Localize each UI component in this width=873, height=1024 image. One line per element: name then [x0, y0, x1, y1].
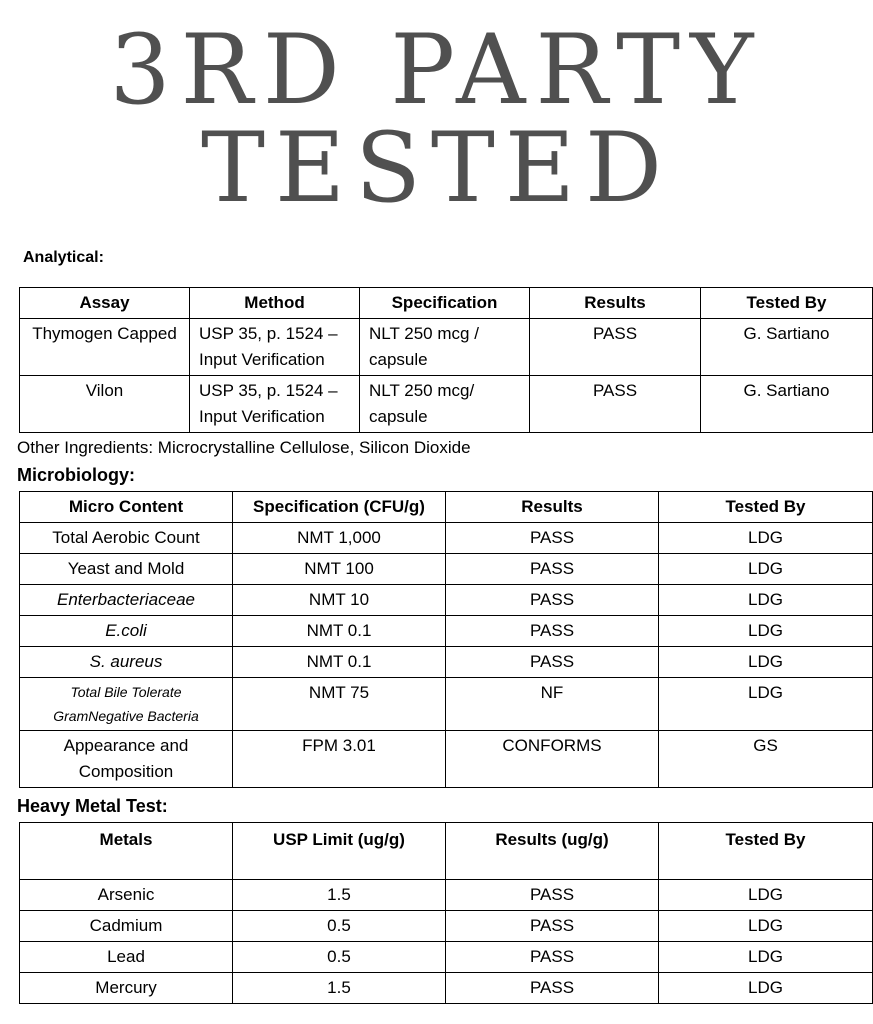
table-row [20, 376, 873, 433]
table-row [20, 731, 873, 788]
table-row [20, 319, 873, 376]
limit-cell: 0.5 [233, 942, 446, 973]
micro-content-line-2: GramNegative Bacteria [53, 708, 199, 724]
metal-cell: Cadmium [20, 911, 233, 942]
other-ingredients-note: Other Ingredients: Microcrystalline Cellulose, Silicon Dioxide [17, 438, 471, 457]
table-header-row [20, 288, 873, 319]
column-header-assay: Assay [20, 288, 190, 319]
specification-cell: NMT 0.1 [233, 647, 446, 678]
specification-cell: FPM 3.01 [233, 731, 446, 788]
specification-cell: NMT 100 [233, 554, 446, 585]
column-header-method: Method [190, 288, 360, 319]
specification-cell: NMT 10 [233, 585, 446, 616]
limit-cell: 1.5 [233, 880, 446, 911]
table-row [20, 973, 873, 1004]
tested-by-cell: LDG [659, 880, 873, 911]
headline-line-1: 3RD PARTY [109, 14, 764, 126]
method-cell: USP 35, p. 1524 – Input Verification [190, 319, 360, 376]
tested-by-cell: LDG [659, 585, 873, 616]
tested-by-cell: LDG [659, 554, 873, 585]
results-cell: PASS [446, 523, 659, 554]
tested-by-cell: LDG [659, 647, 873, 678]
results-cell: PASS [446, 554, 659, 585]
tested-by-cell: LDG [659, 942, 873, 973]
table-row [20, 554, 873, 585]
results-cell: PASS [446, 942, 659, 973]
specification-cell: NMT 1,000 [233, 523, 446, 554]
column-header-tested-by: Tested By [659, 492, 873, 523]
limit-cell: 0.5 [233, 911, 446, 942]
specification-cell: NMT 0.1 [233, 616, 446, 647]
column-header-results: Results [530, 288, 701, 319]
tested-by-cell: LDG [659, 973, 873, 1004]
results-cell: PASS [446, 973, 659, 1004]
specification-cell: NLT 250 mcg/ capsule [360, 376, 530, 433]
table-row [20, 647, 873, 678]
tested-by-cell: LDG [659, 616, 873, 647]
method-cell: USP 35, p. 1524 – Input Verification [190, 376, 360, 433]
results-cell: PASS [446, 911, 659, 942]
table-row [20, 678, 873, 731]
column-header-results: Results (ug/g) [446, 823, 659, 880]
analytical-table [19, 287, 873, 433]
column-header-micro-content: Micro Content [20, 492, 233, 523]
results-cell: PASS [446, 616, 659, 647]
column-header-specification: Specification (CFU/g) [233, 492, 446, 523]
column-header-specification: Specification [360, 288, 530, 319]
column-header-metals: Metals [20, 823, 233, 880]
analytical-section-label: Analytical: [23, 249, 104, 266]
results-cell: NF [446, 678, 659, 731]
tested-by-cell: LDG [659, 523, 873, 554]
assay-cell: Vilon [20, 376, 190, 433]
column-header-usp-limit: USP Limit (ug/g) [233, 823, 446, 880]
headline-line-2: TESTED [201, 112, 672, 224]
micro-content-cell: Enterbacteriaceae [20, 585, 233, 616]
specification-cell: NMT 75 [233, 678, 446, 731]
table-row [20, 911, 873, 942]
assay-cell: Thymogen Capped [20, 319, 190, 376]
heavy-metal-section-label: Heavy Metal Test: [17, 796, 168, 816]
micro-content-cell: Total Aerobic Count [20, 523, 233, 554]
table-header-row [20, 823, 873, 880]
results-cell: PASS [446, 647, 659, 678]
micro-content-cell: Yeast and Mold [20, 554, 233, 585]
micro-content-cell: Appearance and Composition [20, 731, 233, 788]
microbiology-section-label: Microbiology: [17, 465, 135, 485]
micro-content-line-1: Total Bile Tolerate [70, 684, 182, 700]
table-row [20, 880, 873, 911]
table-row [20, 942, 873, 973]
column-header-tested-by: Tested By [659, 823, 873, 880]
limit-cell: 1.5 [233, 973, 446, 1004]
results-cell: PASS [446, 880, 659, 911]
table-row [20, 616, 873, 647]
table-row [20, 585, 873, 616]
micro-content-cell [20, 678, 233, 731]
table-row [20, 523, 873, 554]
tested-by-cell: LDG [659, 911, 873, 942]
metal-cell: Arsenic [20, 880, 233, 911]
table-header-row [20, 492, 873, 523]
tested-by-cell: LDG [659, 678, 873, 731]
results-cell: CONFORMS [446, 731, 659, 788]
micro-content-cell: S. aureus [20, 647, 233, 678]
results-cell: PASS [446, 585, 659, 616]
metal-cell: Mercury [20, 973, 233, 1004]
heavy-metal-table [19, 822, 873, 1004]
tested-by-cell: GS [659, 731, 873, 788]
tested-by-cell: G. Sartiano [701, 376, 873, 433]
column-header-results: Results [446, 492, 659, 523]
micro-content-cell: E.coli [20, 616, 233, 647]
metal-cell: Lead [20, 942, 233, 973]
results-cell: PASS [530, 319, 701, 376]
column-header-tested-by: Tested By [701, 288, 873, 319]
microbiology-table [19, 491, 873, 788]
tested-by-cell: G. Sartiano [701, 319, 873, 376]
specification-cell: NLT 250 mcg / capsule [360, 319, 530, 376]
results-cell: PASS [530, 376, 701, 433]
